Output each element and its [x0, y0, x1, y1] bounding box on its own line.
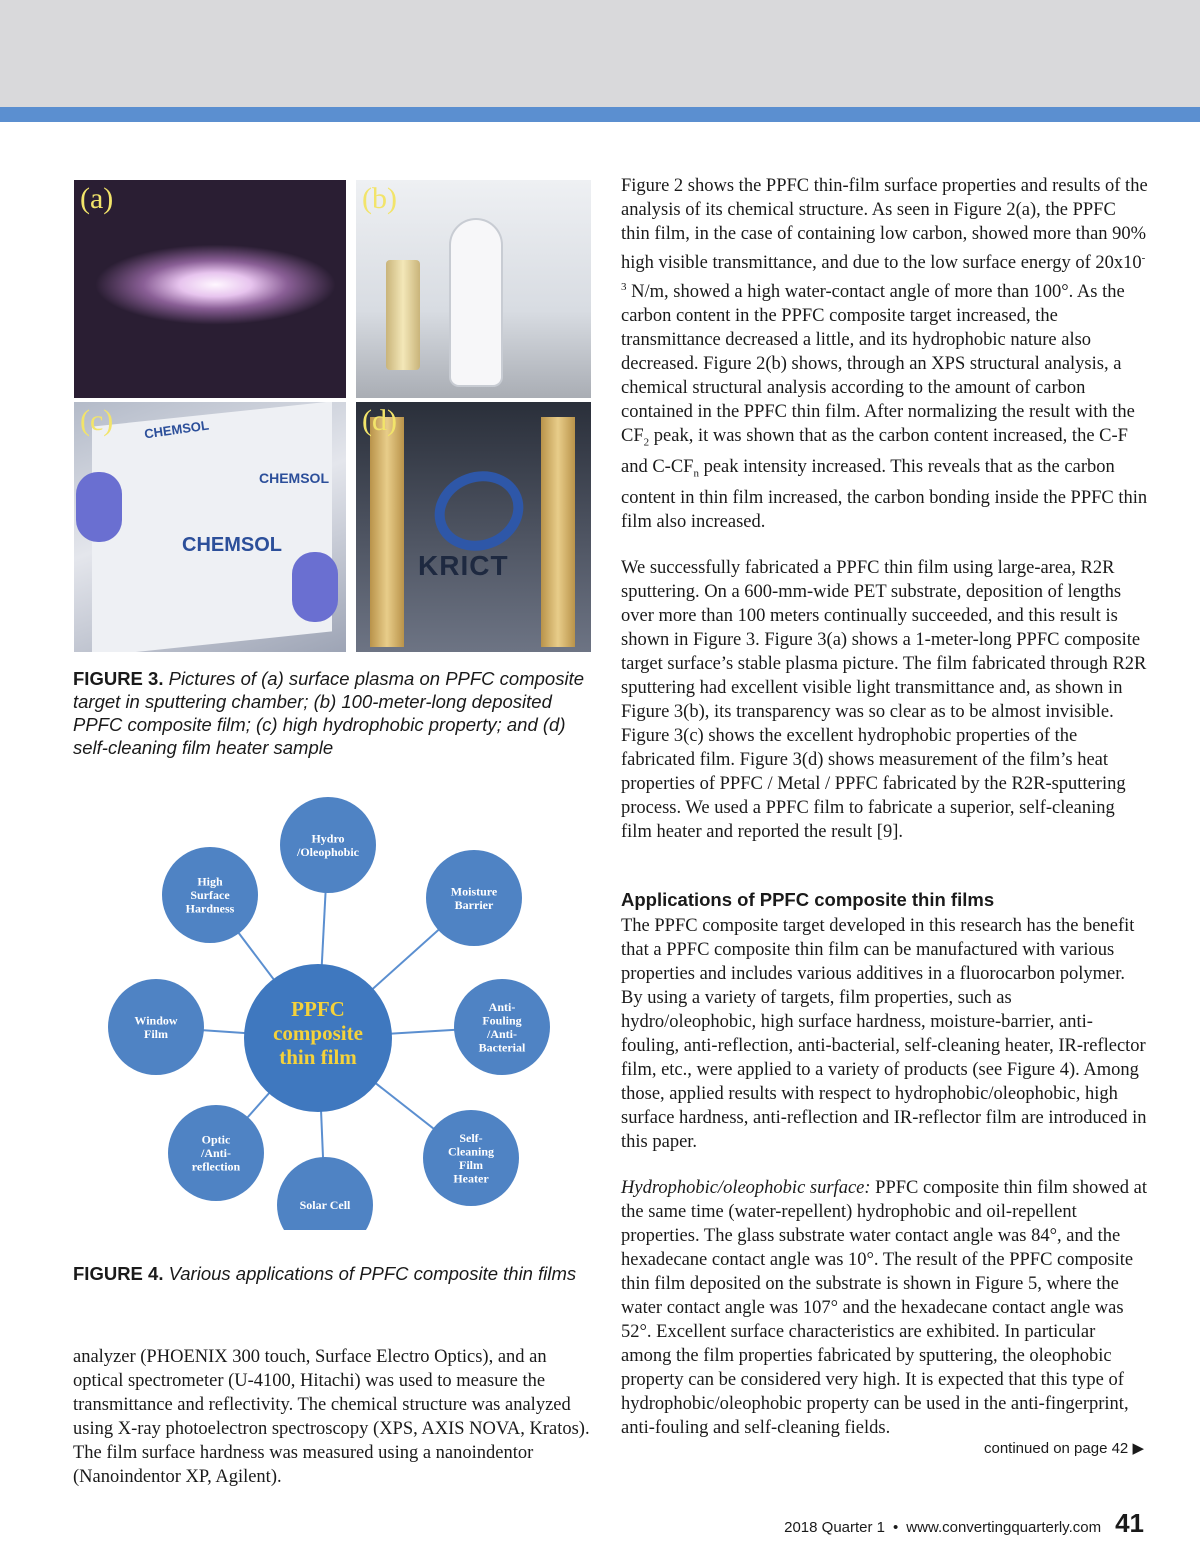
- photo-film-heater: [356, 402, 591, 652]
- krict-logo-text: KRICT: [418, 550, 509, 581]
- page-footer: [784, 1508, 1144, 1539]
- application-node-label: Barrier: [454, 897, 494, 912]
- paragraph-hydrophobic: [621, 1176, 1149, 1440]
- figure-3-caption: [73, 667, 593, 759]
- application-node-label: Heater: [453, 1171, 489, 1186]
- application-node-label: Window: [134, 1013, 178, 1028]
- panel-label-b: (b): [362, 182, 397, 215]
- subscript: 2: [643, 437, 650, 449]
- brand-text: CHEMSOL: [259, 470, 329, 486]
- coated-sheet: [92, 402, 332, 652]
- paragraph-figure-3: We successfully fabricated a PPFC thin film using large-area, R2R sputtering. On a 600-mm-wide PET substrate, deposition of lengths over more than 100 meters continually succeeded, and this result is shown in Figure 3. Figure 3(a) shows a 1-meter-long PPFC composite target surface’s stable plasma picture. The film fabricated through R2R sputtering had excellent visible light transmittance and, as shown in Figure 3(b), its transparency was so clear as to be almost invisible. Figure 3(c) shows the excellent hydrophobic properties of the fabricated film. Figure 3(d) shows measurement of the film’s heat properties of PPFC / Metal / PPFC fabricated by the R2R-sputtering process. We used a PPFC film to fabricate a superior, self-cleaning film heater and reported the result [9].: [621, 558, 1147, 842]
- gloved-hand: [292, 552, 338, 622]
- application-node-label: /Anti-: [201, 1146, 231, 1160]
- section-heading: Applications of PPFC composite thin films: [621, 889, 995, 910]
- text-run: N/m, showed a high water-contact angle of more than 100°. As the carbon content in the PPFC composite target increased, the transmittance decreased a little, and its hydrophobic nature also decreased. Figure 2(b) shows, through an XPS structural analysis, a chemical structural analysis according to the amount of carbon contained in the PPFC thin film. After normalizing the result with the CF: [621, 282, 1135, 447]
- application-node-label: Film: [459, 1157, 483, 1172]
- paragraph-figure-2: [621, 174, 1149, 534]
- text-run: peak intensity increased. This reveals that as the carbon content in thin film increased, the carbon bonding inside the PPFC thin film also increased.: [621, 457, 1148, 532]
- panel-label-d: (d): [362, 404, 397, 437]
- footer-bullet: •: [893, 1519, 899, 1536]
- application-node-label: Fouling: [482, 1013, 522, 1028]
- caption-text: Pictures of (a) surface plasma on PPFC composite target in sputtering chamber; (b) 100-meter-long deposited PPFC composite film; (c) high hydrophobic property; and (d) self-cleaning film heater sample: [73, 668, 584, 758]
- panel-label-a: (a): [80, 182, 114, 215]
- footer-url[interactable]: www.convertingquarterly.com: [906, 1519, 1102, 1536]
- text-run: PPFC composite thin film showed at the same time (water-repellent) hydrophobic and oil-repellent properties. The glass substrate water contact angle was 84°, and the hexadecane contact angle was 10°. The result of the PPFC composite thin film deposited on the substrate is shown in Figure 5, where the water contact angle was 107° and the hexadecane contact angle was 52°. Excellent surface characteristics are exhibited. In particular among the film properties fabricated by sputtering, the oleophobic property can be considered very high. It is expected that this type of hydrophobic/oleophobic property can be used in the anti-fingerprint, anti-fouling and self-cleaning fields.: [621, 1178, 1148, 1438]
- center-node-label: thin film: [279, 1045, 357, 1069]
- header-band: [0, 0, 1200, 107]
- application-node-label: Film: [144, 1026, 168, 1041]
- photo-deposited-film: [356, 180, 591, 398]
- panel-label-c: (c): [80, 404, 114, 437]
- application-node-label: /Anti-: [487, 1026, 517, 1041]
- person-cleanroom-suit: [451, 220, 501, 385]
- application-node-label: Solar Cell: [299, 1198, 351, 1212]
- film-roll: [386, 260, 420, 370]
- application-node-label: Hardness: [185, 901, 235, 916]
- application-node-label: Bacterial: [478, 1040, 526, 1055]
- application-node-label: Optic: [201, 1132, 231, 1147]
- figure-4-diagram: [98, 790, 558, 1230]
- left-column-paragraph: analyzer (PHOENIX 300 touch, Surface Electro Optics), and an optical spectrometer (U-4100, Hitachi) was used to measure the transmittance and reflectivity. The chemical structure was analyzed using X-ray photoelectron spectroscopy (XPS, AXIS NOVA, Kratos). The film surface hardness was measured using a nanoindentor (Nanoindentor XP, Agilent).: [73, 1347, 590, 1487]
- krict-logo: [423, 459, 534, 563]
- caption-text: Various applications of PPFC composite thin films: [168, 1263, 577, 1284]
- header-stripe: [0, 107, 1200, 122]
- photo-hydrophobic: [74, 402, 346, 652]
- text-run: peak, it was shown that as the carbon content increased, the C-F and C-CF: [621, 426, 1128, 477]
- application-node-label: /Oleophobic: [296, 844, 360, 859]
- triangle-right-icon: ▶: [1132, 1440, 1144, 1457]
- application-node-label: Surface: [190, 888, 230, 902]
- caption-label: FIGURE 4.: [73, 1263, 164, 1284]
- superscript: -3: [621, 252, 1146, 294]
- electrode-bar: [370, 417, 404, 647]
- gloved-hand: [76, 472, 122, 542]
- brand-text: CHEMSOL: [143, 417, 210, 442]
- application-node-label: Cleaning: [447, 1144, 495, 1159]
- applications-diagram: [98, 790, 558, 1230]
- figure-4-caption: [73, 1262, 583, 1285]
- issue-label: 2018 Quarter 1: [784, 1519, 886, 1536]
- paragraph-lead: Hydrophobic/oleophobic surface:: [621, 1178, 871, 1198]
- application-node-label: Hydro: [311, 831, 345, 846]
- photo-plasma: [74, 180, 346, 398]
- figure-3-photos: [74, 180, 591, 652]
- application-node-label: reflection: [191, 1159, 241, 1174]
- caption-label: FIGURE 3.: [73, 668, 164, 689]
- paragraph-applications: The PPFC composite target developed in this research has the benefit that a PPFC composite thin film can be manufactured with various properties and includes various additives in a fluorocarbon polymer. By using a variety of targets, film properties, such as hydro/oleophobic, high surface hardness, moisture-barrier, anti-fouling, anti-reflection, anti-bacterial, self-cleaning heater, IR-reflector film, etc., were applied to a variety of products (see Figure 4). Among those, applied results with respect to hydrophobic/oleophobic, high surface hardness, anti-reflection and IR-reflector film are introduced in this paper.: [621, 916, 1147, 1152]
- text-run: Figure 2 shows the PPFC thin-film surface properties and results of the analysis of its chemical structure. As seen in Figure 2(a), the PPFC thin film, in the case of containing low carbon, showed more than 90% high visible transmittance, and due to the low surface energy of 20x10: [621, 176, 1148, 274]
- application-node-label: Moisture: [450, 884, 498, 899]
- brand-text: CHEMSOL: [182, 534, 282, 556]
- application-node: [277, 1157, 373, 1230]
- page-number: 41: [1115, 1508, 1144, 1538]
- subscript: n: [693, 467, 699, 480]
- application-node-label: High: [197, 874, 223, 889]
- application-node-label: Anti-: [488, 999, 516, 1014]
- electrode-bar: [541, 417, 575, 647]
- center-node-label: PPFC: [291, 997, 345, 1021]
- continued-link[interactable]: [984, 1439, 1144, 1457]
- application-node-label: Self-: [459, 1130, 483, 1145]
- center-node-label: composite: [273, 1021, 363, 1045]
- continued-text: continued on page 42: [983, 1440, 1129, 1457]
